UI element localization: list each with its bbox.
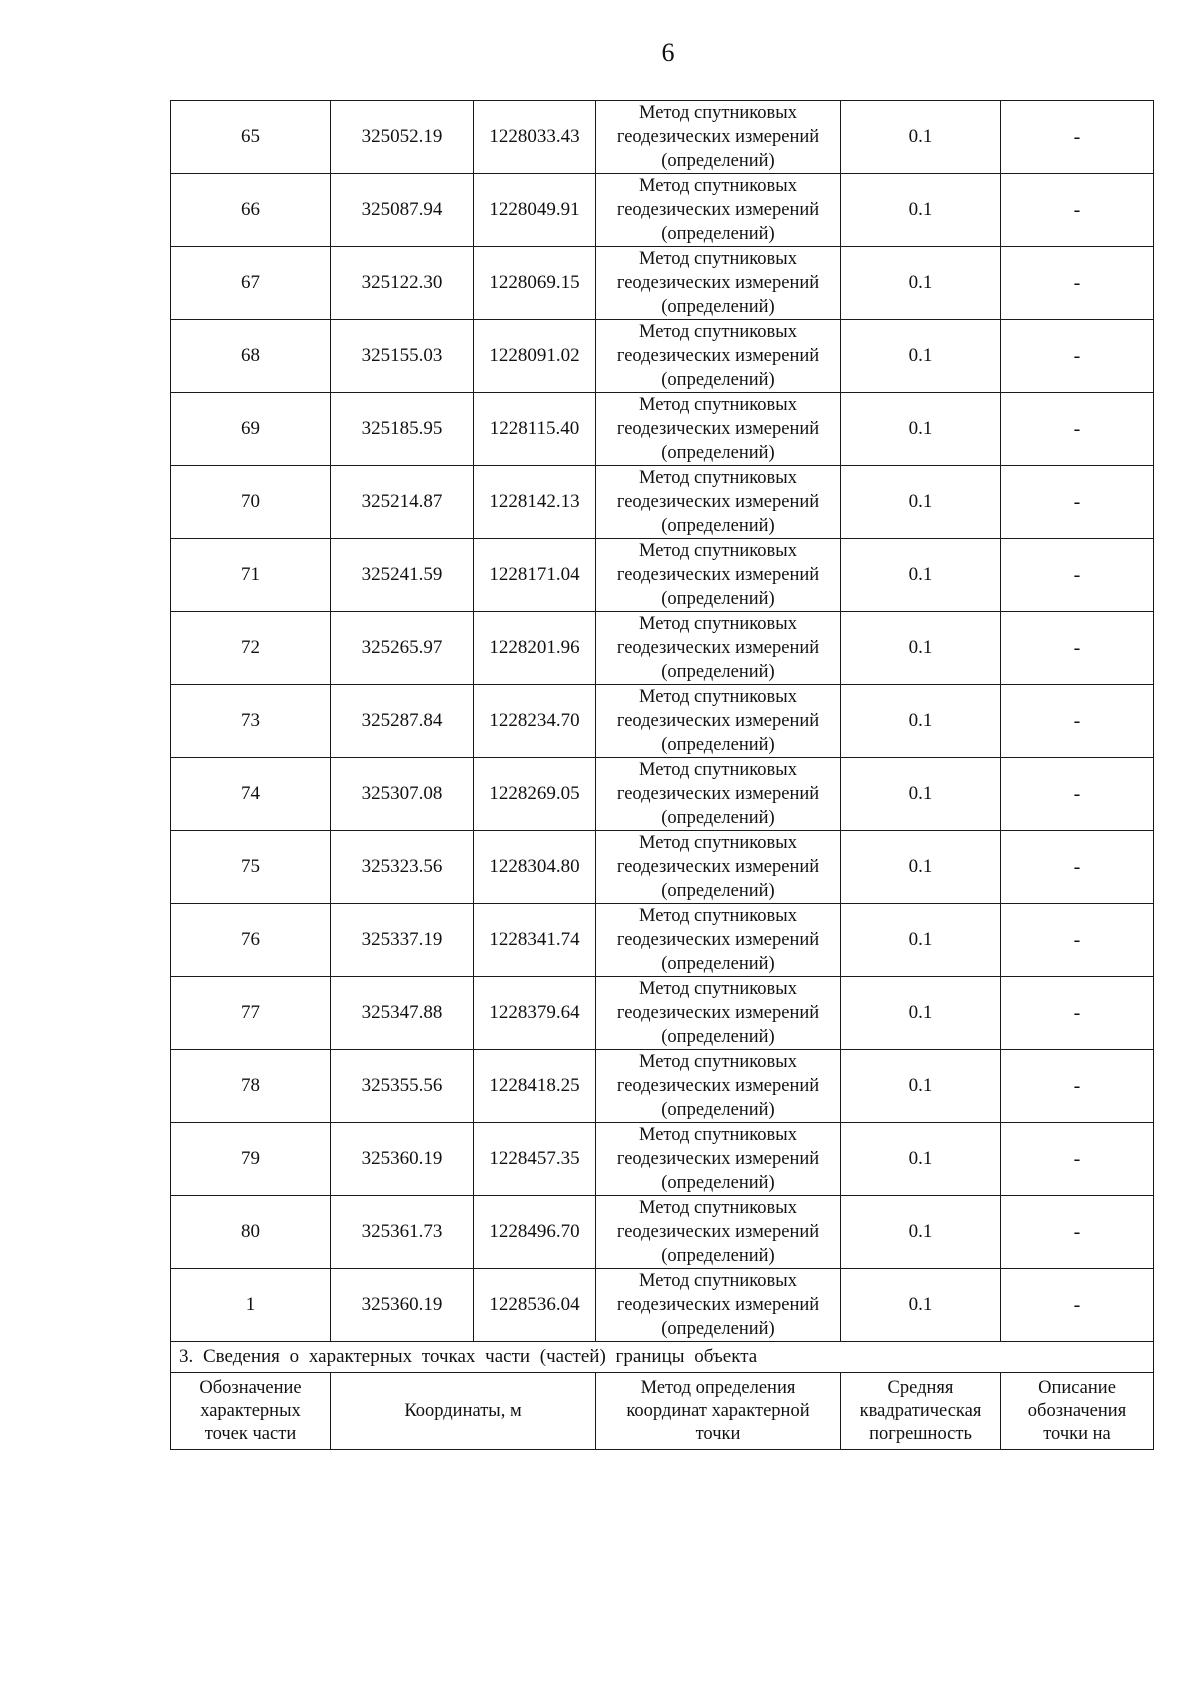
y-coordinate-cell: 1228142.13 xyxy=(474,466,596,539)
method-line: Метод спутниковых xyxy=(639,103,797,123)
table-row xyxy=(171,758,1154,831)
x-coordinate-cell: 325347.88 xyxy=(331,977,474,1050)
x-coordinate-cell: 325214.87 xyxy=(331,466,474,539)
method-cell xyxy=(596,101,841,174)
error-cell: 0.1 xyxy=(841,393,1001,466)
table-row xyxy=(171,685,1154,758)
error-cell: 0.1 xyxy=(841,466,1001,539)
method-line: (определений) xyxy=(661,297,775,317)
point-number-cell: 70 xyxy=(171,466,331,539)
header-method-line: координат характерной xyxy=(626,1400,810,1421)
y-coordinate-cell: 1228496.70 xyxy=(474,1196,596,1269)
page-number: 6 xyxy=(661,38,675,67)
point-number-cell: 71 xyxy=(171,539,331,612)
error-cell: 0.1 xyxy=(841,758,1001,831)
x-coordinate-cell: 325087.94 xyxy=(331,174,474,247)
method-line: Метод спутниковых xyxy=(639,906,797,926)
method-line: (определений) xyxy=(661,1319,775,1339)
error-cell: 0.1 xyxy=(841,977,1001,1050)
error-cell: 0.1 xyxy=(841,174,1001,247)
y-coordinate-cell: 1228536.04 xyxy=(474,1269,596,1342)
error-cell: 0.1 xyxy=(841,539,1001,612)
method-cell xyxy=(596,977,841,1050)
method-line: Метод спутниковых xyxy=(639,979,797,999)
y-coordinate-cell: 1228091.02 xyxy=(474,320,596,393)
point-number-cell: 80 xyxy=(171,1196,331,1269)
description-cell: - xyxy=(1001,758,1154,831)
error-cell: 0.1 xyxy=(841,247,1001,320)
description-cell: - xyxy=(1001,247,1154,320)
table-row xyxy=(171,320,1154,393)
method-line: геодезических измерений xyxy=(616,1295,820,1315)
method-line: (определений) xyxy=(661,662,775,682)
y-coordinate-cell: 1228457.35 xyxy=(474,1123,596,1196)
table-row xyxy=(171,247,1154,320)
error-cell: 0.1 xyxy=(841,831,1001,904)
table-row xyxy=(171,466,1154,539)
error-cell: 0.1 xyxy=(841,101,1001,174)
method-line: геодезических измерений xyxy=(616,1003,820,1023)
method-cell xyxy=(596,904,841,977)
method-line: (определений) xyxy=(661,589,775,609)
y-coordinate-cell: 1228341.74 xyxy=(474,904,596,977)
method-line: геодезических измерений xyxy=(616,346,820,366)
method-line: Метод спутниковых xyxy=(639,395,797,415)
table-row xyxy=(171,393,1154,466)
error-cell: 0.1 xyxy=(841,1196,1001,1269)
method-line: (определений) xyxy=(661,370,775,390)
header-method xyxy=(596,1373,841,1450)
table-row xyxy=(171,904,1154,977)
method-line: Метод спутниковых xyxy=(639,176,797,196)
method-line: геодезических измерений xyxy=(616,930,820,950)
table-row xyxy=(171,977,1154,1050)
method-line: геодезических измерений xyxy=(616,127,820,147)
section-title: 3. Сведения о характерных точках части (частей) границы объекта xyxy=(171,1342,1154,1373)
header-error-line: квадратическая xyxy=(859,1400,982,1421)
method-line: (определений) xyxy=(661,516,775,536)
header-error-line: Средняя xyxy=(887,1377,954,1398)
table-row xyxy=(171,539,1154,612)
method-line: Метод спутниковых xyxy=(639,541,797,561)
method-line: геодезических измерений xyxy=(616,200,820,220)
method-line: Метод спутниковых xyxy=(639,249,797,269)
coordinates-table xyxy=(170,100,1154,1450)
error-cell: 0.1 xyxy=(841,1050,1001,1123)
method-line: (определений) xyxy=(661,808,775,828)
method-line: геодезических измерений xyxy=(616,565,820,585)
method-line: Метод спутниковых xyxy=(639,1198,797,1218)
table-row xyxy=(171,612,1154,685)
method-cell xyxy=(596,320,841,393)
method-line: Метод спутниковых xyxy=(639,1052,797,1072)
table-row xyxy=(171,1123,1154,1196)
header-point-line: Обозначение xyxy=(199,1377,302,1398)
point-number-cell: 74 xyxy=(171,758,331,831)
header-point-line: точек части xyxy=(204,1423,297,1444)
error-cell: 0.1 xyxy=(841,1269,1001,1342)
x-coordinate-cell: 325052.19 xyxy=(331,101,474,174)
table-row xyxy=(171,1050,1154,1123)
method-line: (определений) xyxy=(661,881,775,901)
table-row xyxy=(171,1269,1154,1342)
method-cell xyxy=(596,685,841,758)
table-row xyxy=(171,174,1154,247)
description-cell: - xyxy=(1001,1050,1154,1123)
y-coordinate-cell: 1228115.40 xyxy=(474,393,596,466)
method-line: геодезических измерений xyxy=(616,1076,820,1096)
header-method-line: точки xyxy=(695,1423,741,1444)
x-coordinate-cell: 325185.95 xyxy=(331,393,474,466)
point-number-cell: 76 xyxy=(171,904,331,977)
method-line: (определений) xyxy=(661,443,775,463)
description-cell: - xyxy=(1001,612,1154,685)
method-cell xyxy=(596,612,841,685)
table-row xyxy=(171,1196,1154,1269)
description-cell: - xyxy=(1001,1196,1154,1269)
method-line: Метод спутниковых xyxy=(639,687,797,707)
point-number-cell: 73 xyxy=(171,685,331,758)
point-number-cell: 69 xyxy=(171,393,331,466)
y-coordinate-cell: 1228033.43 xyxy=(474,101,596,174)
description-cell: - xyxy=(1001,393,1154,466)
header-description-line: обозначения xyxy=(1027,1400,1127,1421)
method-line: Метод спутниковых xyxy=(639,322,797,342)
method-cell xyxy=(596,1050,841,1123)
method-line: геодезических измерений xyxy=(616,273,820,293)
header-description-line: Описание xyxy=(1038,1377,1116,1398)
method-cell xyxy=(596,539,841,612)
method-line: (определений) xyxy=(661,1246,775,1266)
method-cell xyxy=(596,758,841,831)
y-coordinate-cell: 1228418.25 xyxy=(474,1050,596,1123)
header-point xyxy=(171,1373,331,1450)
method-line: Метод спутниковых xyxy=(639,468,797,488)
method-line: (определений) xyxy=(661,151,775,171)
header-description-line: точки на xyxy=(1043,1423,1111,1444)
method-line: геодезических измерений xyxy=(616,711,820,731)
point-number-cell: 65 xyxy=(171,101,331,174)
method-line: (определений) xyxy=(661,1027,775,1047)
method-cell xyxy=(596,174,841,247)
method-line: геодезических измерений xyxy=(616,857,820,877)
description-cell: - xyxy=(1001,539,1154,612)
method-line: (определений) xyxy=(661,1100,775,1120)
y-coordinate-cell: 1228201.96 xyxy=(474,612,596,685)
header-coordinates: Координаты, м xyxy=(331,1373,596,1450)
point-number-cell: 78 xyxy=(171,1050,331,1123)
method-line: Метод спутниковых xyxy=(639,760,797,780)
description-cell: - xyxy=(1001,320,1154,393)
description-cell: - xyxy=(1001,174,1154,247)
x-coordinate-cell: 325360.19 xyxy=(331,1269,474,1342)
y-coordinate-cell: 1228304.80 xyxy=(474,831,596,904)
x-coordinate-cell: 325361.73 xyxy=(331,1196,474,1269)
description-cell: - xyxy=(1001,685,1154,758)
method-line: геодезических измерений xyxy=(616,784,820,804)
method-line: (определений) xyxy=(661,954,775,974)
method-cell xyxy=(596,1196,841,1269)
point-number-cell: 67 xyxy=(171,247,331,320)
header-error-line: погрешность xyxy=(869,1423,972,1444)
x-coordinate-cell: 325265.97 xyxy=(331,612,474,685)
method-line: Метод спутниковых xyxy=(639,833,797,853)
y-coordinate-cell: 1228171.04 xyxy=(474,539,596,612)
y-coordinate-cell: 1228269.05 xyxy=(474,758,596,831)
x-coordinate-cell: 325355.56 xyxy=(331,1050,474,1123)
method-line: (определений) xyxy=(661,224,775,244)
point-number-cell: 72 xyxy=(171,612,331,685)
header-description xyxy=(1001,1373,1154,1450)
table-row xyxy=(171,101,1154,174)
y-coordinate-cell: 1228379.64 xyxy=(474,977,596,1050)
point-number-cell: 1 xyxy=(171,1269,331,1342)
error-cell: 0.1 xyxy=(841,685,1001,758)
table-row xyxy=(171,831,1154,904)
point-number-cell: 79 xyxy=(171,1123,331,1196)
point-number-cell: 75 xyxy=(171,831,331,904)
y-coordinate-cell: 1228234.70 xyxy=(474,685,596,758)
header-row xyxy=(171,1373,1154,1450)
x-coordinate-cell: 325360.19 xyxy=(331,1123,474,1196)
point-number-cell: 77 xyxy=(171,977,331,1050)
method-cell xyxy=(596,1269,841,1342)
point-number-cell: 68 xyxy=(171,320,331,393)
method-cell xyxy=(596,1123,841,1196)
description-cell: - xyxy=(1001,1269,1154,1342)
method-line: геодезических измерений xyxy=(616,638,820,658)
y-coordinate-cell: 1228069.15 xyxy=(474,247,596,320)
description-cell: - xyxy=(1001,1123,1154,1196)
description-cell: - xyxy=(1001,466,1154,539)
method-cell xyxy=(596,466,841,539)
method-line: геодезических измерений xyxy=(616,1222,820,1242)
method-line: геодезических измерений xyxy=(616,1149,820,1169)
method-cell xyxy=(596,831,841,904)
section-row xyxy=(171,1342,1154,1373)
point-number-cell: 66 xyxy=(171,174,331,247)
method-cell xyxy=(596,247,841,320)
error-cell: 0.1 xyxy=(841,904,1001,977)
header-method-line: Метод определения xyxy=(640,1377,796,1398)
method-line: (определений) xyxy=(661,735,775,755)
method-line: Метод спутниковых xyxy=(639,1125,797,1145)
method-line: (определений) xyxy=(661,1173,775,1193)
header-error xyxy=(841,1373,1001,1450)
method-line: геодезических измерений xyxy=(616,419,820,439)
x-coordinate-cell: 325287.84 xyxy=(331,685,474,758)
description-cell: - xyxy=(1001,977,1154,1050)
description-cell: - xyxy=(1001,101,1154,174)
method-cell xyxy=(596,393,841,466)
description-cell: - xyxy=(1001,831,1154,904)
method-line: геодезических измерений xyxy=(616,492,820,512)
method-line: Метод спутниковых xyxy=(639,614,797,634)
y-coordinate-cell: 1228049.91 xyxy=(474,174,596,247)
error-cell: 0.1 xyxy=(841,1123,1001,1196)
method-line: Метод спутниковых xyxy=(639,1271,797,1291)
x-coordinate-cell: 325337.19 xyxy=(331,904,474,977)
header-point-line: характерных xyxy=(200,1400,301,1421)
x-coordinate-cell: 325307.08 xyxy=(331,758,474,831)
x-coordinate-cell: 325323.56 xyxy=(331,831,474,904)
x-coordinate-cell: 325241.59 xyxy=(331,539,474,612)
x-coordinate-cell: 325122.30 xyxy=(331,247,474,320)
error-cell: 0.1 xyxy=(841,612,1001,685)
x-coordinate-cell: 325155.03 xyxy=(331,320,474,393)
description-cell: - xyxy=(1001,904,1154,977)
error-cell: 0.1 xyxy=(841,320,1001,393)
